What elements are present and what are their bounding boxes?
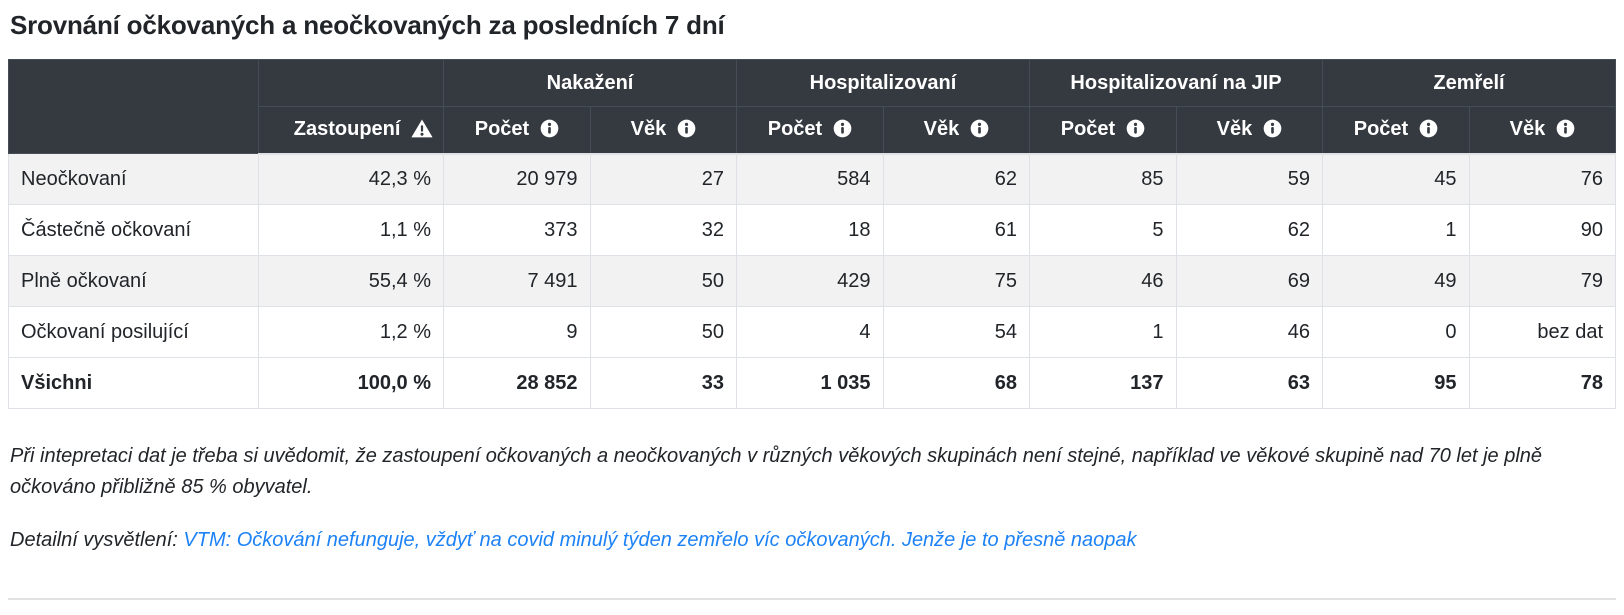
table-row — [9, 358, 1616, 409]
cell-value: 79 — [1469, 256, 1616, 307]
cell-value: 42,3 % — [259, 154, 444, 205]
cell-value: 75 — [883, 256, 1030, 307]
column-label: Věk — [923, 118, 960, 141]
row-label: Očkovaní posilující — [9, 307, 259, 358]
info-circle-icon[interactable] — [540, 119, 559, 138]
info-circle-icon[interactable] — [1419, 119, 1438, 138]
cell-value: 33 — [590, 358, 737, 409]
group-label: Hospitalizovaní — [809, 71, 957, 94]
cell-value: 20 979 — [444, 154, 591, 205]
info-circle-icon[interactable] — [833, 119, 852, 138]
page-title: Srovnání očkovaných a neočkovaných za posledních 7 dní — [10, 10, 725, 40]
detail-explanation-link[interactable]: VTM: Očkování nefunguje, vždyť na covid minulý týden zemřelo víc očkovaných. Jenže je to přesně naopak — [183, 529, 1137, 551]
table-body — [9, 154, 1616, 409]
cell-value: 63 — [1176, 358, 1323, 409]
cell-value: 85 — [1030, 154, 1177, 205]
cell-value: 78 — [1469, 358, 1616, 409]
column-label: Počet — [1353, 118, 1409, 141]
table-row — [9, 256, 1616, 307]
info-circle-icon[interactable] — [1263, 119, 1282, 138]
cell-value: 7 491 — [444, 256, 591, 307]
table-header — [9, 60, 1616, 154]
cell-value: 100,0 % — [259, 358, 444, 409]
info-circle-icon[interactable] — [1556, 119, 1575, 138]
cell-value: 1,2 % — [259, 307, 444, 358]
cell-value: 1,1 % — [259, 205, 444, 256]
cell-value: 32 — [590, 205, 737, 256]
group-label: Nakažení — [546, 71, 634, 94]
cell-value: 68 — [883, 358, 1030, 409]
warning-triangle-icon[interactable] — [411, 119, 433, 138]
info-circle-icon[interactable] — [677, 119, 696, 138]
cell-value: 373 — [444, 205, 591, 256]
row-label: Plně očkovaní — [9, 256, 259, 307]
column-header-vek — [1469, 107, 1616, 154]
column-header-vek — [883, 107, 1030, 154]
column-label: Zastoupení — [293, 118, 401, 141]
group-header-jip — [1030, 60, 1323, 107]
column-label: Počet — [767, 118, 823, 141]
cell-value: 0 — [1323, 307, 1470, 358]
cell-value: 49 — [1323, 256, 1470, 307]
column-label: Počet — [474, 118, 530, 141]
group-label: Zemřelí — [1433, 71, 1505, 94]
column-header-vek — [1176, 107, 1323, 154]
column-label: Věk — [630, 118, 667, 141]
column-header-pocet — [737, 107, 884, 154]
detail-explanation-line — [10, 529, 1614, 552]
group-header-hospitalizovani — [737, 60, 1030, 107]
cell-value: 1 — [1030, 307, 1177, 358]
interpretation-note: Při intepretaci dat je třeba si uvědomit, že zastoupení očkovaných a neočkovaných v různých věkových skupinách není stejné, například ve věkové skupině nad 70 let je plně očkováno přibližně 85 % obyvatel. — [10, 445, 1543, 498]
cell-value: 1 — [1323, 205, 1470, 256]
cell-value: 46 — [1030, 256, 1177, 307]
cell-value: 95 — [1323, 358, 1470, 409]
column-header-pocet — [1323, 107, 1470, 154]
cell-value: 46 — [1176, 307, 1323, 358]
cell-value: 1 035 — [737, 358, 884, 409]
table-row — [9, 154, 1616, 205]
cell-value: 429 — [737, 256, 884, 307]
group-label: Hospitalizovaní na JIP — [1070, 71, 1282, 94]
cell-value: 5 — [1030, 205, 1177, 256]
cell-value: 45 — [1323, 154, 1470, 205]
cell-value: 90 — [1469, 205, 1616, 256]
column-label: Počet — [1060, 118, 1116, 141]
row-label: Částečně očkovaní — [9, 205, 259, 256]
cell-value: 76 — [1469, 154, 1616, 205]
cell-value: 27 — [590, 154, 737, 205]
row-label: Všichni — [9, 358, 259, 409]
info-circle-icon[interactable] — [970, 119, 989, 138]
info-circle-icon[interactable] — [1126, 119, 1145, 138]
column-header-vek — [590, 107, 737, 154]
cell-value: 4 — [737, 307, 884, 358]
cell-value: 59 — [1176, 154, 1323, 205]
cell-value: 62 — [883, 154, 1030, 205]
cell-value: 69 — [1176, 256, 1323, 307]
group-header-nakazeni — [444, 60, 737, 107]
table-row — [9, 205, 1616, 256]
group-header-row — [9, 60, 1616, 107]
corner-cell — [259, 60, 444, 107]
cell-value: 55,4 % — [259, 256, 444, 307]
cell-value: 584 — [737, 154, 884, 205]
cell-value: 62 — [1176, 205, 1323, 256]
row-label: Neočkovaní — [9, 154, 259, 205]
cell-value: 50 — [590, 256, 737, 307]
cell-value: 18 — [737, 205, 884, 256]
comparison-table — [8, 59, 1616, 409]
cell-value: 28 852 — [444, 358, 591, 409]
cell-value: 9 — [444, 307, 591, 358]
group-header-zemreli — [1323, 60, 1616, 107]
column-header-pocet — [1030, 107, 1177, 154]
cell-value: 61 — [883, 205, 1030, 256]
column-header-pocet — [444, 107, 591, 154]
column-label: Věk — [1216, 118, 1253, 141]
table-row — [9, 307, 1616, 358]
column-header-zastoupeni — [259, 107, 444, 154]
corner-cell — [9, 60, 259, 154]
cell-value: 54 — [883, 307, 1030, 358]
cell-value: bez dat — [1469, 307, 1616, 358]
cell-value: 137 — [1030, 358, 1177, 409]
detail-label: Detailní vysvětlení: — [10, 529, 178, 551]
column-label: Věk — [1509, 118, 1546, 141]
bottom-divider — [8, 598, 1616, 600]
cell-value: 50 — [590, 307, 737, 358]
